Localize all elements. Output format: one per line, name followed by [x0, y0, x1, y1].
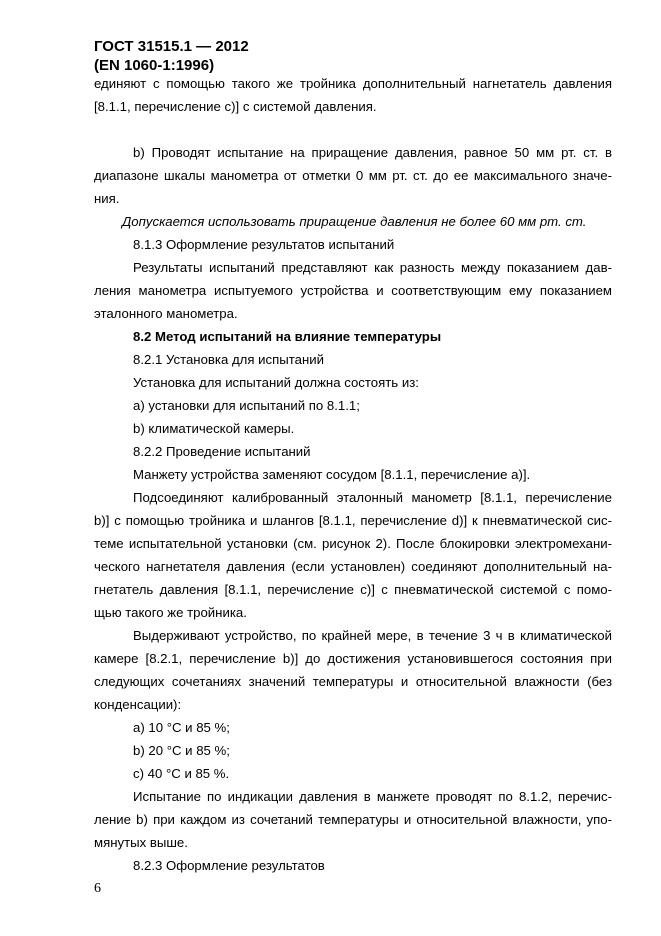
text-line: камере [8.2.1, перечисление b)] до достижения установившегося состояния при	[94, 651, 612, 666]
text-line: [8.1.1, перечисление с)] с системой давления.	[94, 99, 377, 114]
list-item: а) установки для испытаний по 8.1.1;	[133, 398, 360, 413]
subsection-heading: 8.2.2 Проведение испытаний	[133, 444, 311, 459]
text-line: единяют с помощью такого же тройника дополнительный нагнетатель давления	[94, 76, 612, 91]
text-line: диапазоне шкалы манометра от отметки 0 мм рт. ст. до ее максимального значе-	[94, 168, 612, 183]
text-line: Испытание по индикации давления в манжете проводят по 8.1.2, перечис-	[133, 789, 612, 804]
text-line: следующих сочетаниях значений температуры и относительной влажности (без	[94, 674, 612, 689]
text-line: Результаты испытаний представляют как разность между показанием дав-	[133, 260, 612, 275]
text-line: ческого нагнетателя давления (если установлен) соединяют дополнительный на-	[94, 559, 612, 574]
subsection-heading: 8.2.3 Оформление результатов	[133, 858, 325, 873]
standard-equivalent: (EN 1060-1:1996)	[94, 57, 215, 74]
text-line: Манжету устройства заменяют сосудом [8.1.1, перечисление а)].	[133, 467, 531, 482]
text-line: ния.	[94, 191, 120, 206]
text-line: эталонного манометра.	[94, 306, 238, 321]
list-item: b) Проводят испытание на приращение давления, равное 50 мм рт. ст. в	[133, 145, 612, 160]
subsection-heading: 8.1.3 Оформление результатов испытаний	[133, 237, 395, 252]
section-heading: 8.2 Метод испытаний на влияние температуры	[133, 329, 442, 344]
text-line: мянутых выше.	[94, 835, 188, 850]
list-item: b) климатической камеры.	[133, 421, 295, 436]
text-line: ление b) при каждом из сочетаний температуры и относительной влажности, упо-	[94, 812, 612, 827]
text-line: щью такого же тройника.	[94, 605, 247, 620]
text-line: теме испытательной установки (см. рисунок 2). После блокировки электромехани-	[94, 536, 612, 551]
text-line: ления манометра испытуемого устройства и соответствующим ему показанием	[94, 283, 612, 298]
page-number: 6	[94, 881, 101, 896]
text-line: Установка для испытаний должна состоять из:	[133, 375, 419, 390]
note-line: Допускается использовать приращение давления не более 60 мм рт. ст.	[122, 214, 587, 229]
text-line: гнетатель давления [8.1.1, перечисление с)] с пневматической системой с помо-	[94, 582, 612, 597]
standard-designation: ГОСТ 31515.1 — 2012	[94, 38, 249, 55]
text-line: Выдерживают устройство, по крайней мере, в течение 3 ч в климатической	[133, 628, 612, 643]
text-line: Подсоединяют калиброванный эталонный манометр [8.1.1, перечисление	[133, 490, 612, 505]
subsection-heading: 8.2.1 Установка для испытаний	[133, 352, 325, 367]
list-item: с) 40 °С и 85 %.	[133, 766, 230, 781]
text-line: b)] с помощью тройника и шлангов [8.1.1, перечисление d)] к пневматической сис-	[94, 513, 612, 528]
text-line: конденсации):	[94, 697, 182, 712]
list-item: b) 20 °С и 85 %;	[133, 743, 230, 758]
list-item: а) 10 °С и 85 %;	[133, 720, 230, 735]
